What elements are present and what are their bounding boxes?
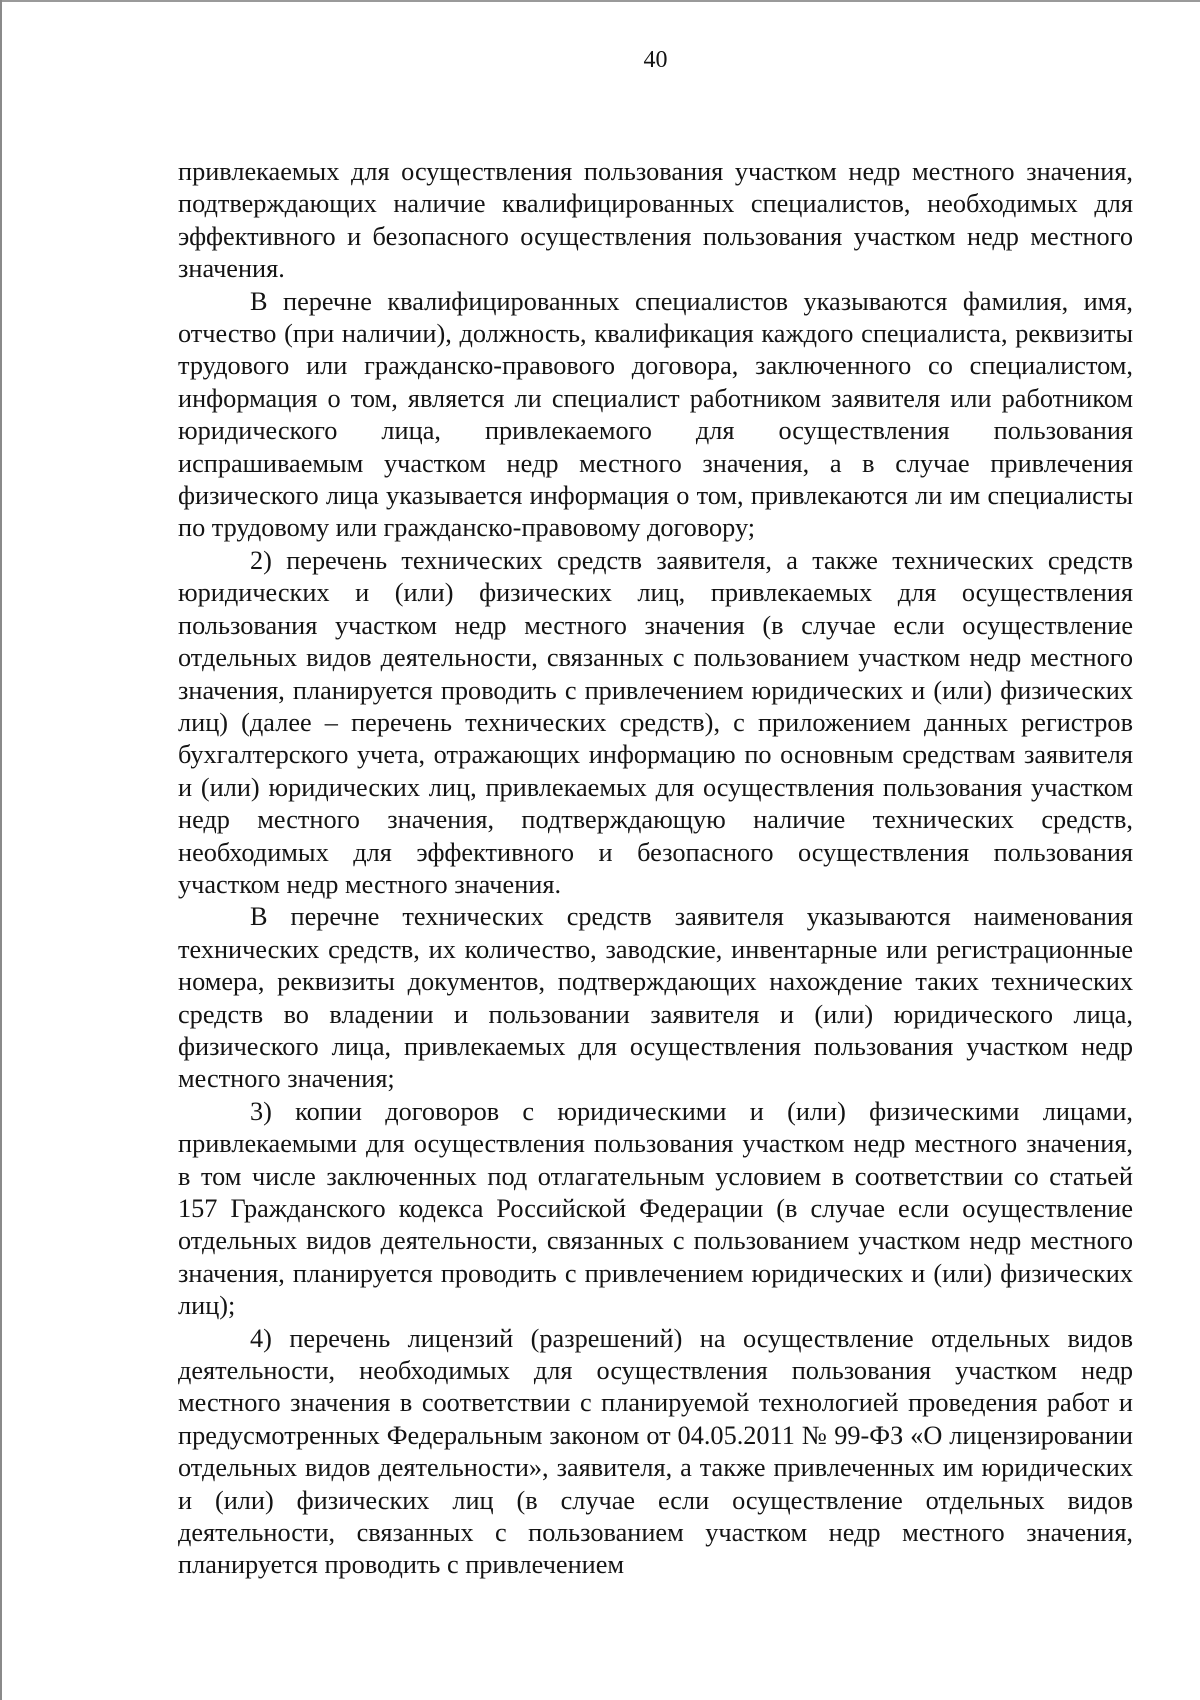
paragraph-continuation: привлекаемых для осуществления пользования участком недр местного значения, подтверждающих наличие квалифицированных специалистов, необходимых для эффективного и безопасного осуществления пользования участком недр местного значения. bbox=[178, 157, 1133, 284]
paragraph-item-4: 4) перечень лицензий (разрешений) на осуществление отдельных видов деятельности, необходимых для осуществления пользования участком недр местного значения в соответствии с планируемой технологией проведения работ и предусмотренных Федеральным законом от 04.05.2011 № 99-ФЗ «О лицензировании отдельных видов деятельности», заявителя, а также привлеченных им юридических и (или) физических лиц (в случае если осуществление отдельных видов деятельности, связанных с пользованием участком недр местного значения, планируется проводить с привлечением bbox=[178, 1323, 1133, 1580]
paragraph-technical-means-list: В перечне технических средств заявителя указываются наименования технических средств, их количество, заводские, инвентарные или регистрационные номера, реквизиты документов, подтверждающих нахождение таких технических средств во владении и пользовании заявителя и (или) юридического лица, физического лица, привлекаемых для осуществления пользования участком недр местного значения; bbox=[178, 902, 1133, 1094]
document-page bbox=[178, 40, 1133, 1582]
scan-edge-left bbox=[0, 0, 2, 1700]
page-number: 40 bbox=[643, 47, 668, 73]
paragraph-item-3: 3) копии договоров с юридическими и (или) физическими лицами, привлекаемыми для осуществления пользования участком недр местного значения, в том числе заключенных под отлагательным условием в соответствии со статьей 157 Гражданского кодекса Российской Федерации (в случае если осуществление отдельных видов деятельности, связанных с пользованием участком недр местного значения, планируется проводить с привлечением юридических и (или) физических лиц); bbox=[178, 1096, 1133, 1321]
scan-edge-top bbox=[0, 0, 1200, 2]
paragraph-specialists-list: В перечне квалифицированных специалистов указываются фамилия, имя, отчество (при наличии), должность, квалификация каждого специалиста, реквизиты трудового или гражданско-правового договора, заключенного со специалистом, информация о том, является ли специалист работником заявителя или работником юридического лица, привлекаемого для осуществления пользования испрашиваемым участком недр местного значения, а в случае привлечения физического лица указывается информация о том, привлекаются ли им специалисты по трудовому или гражданско-правовому договору; bbox=[178, 286, 1133, 543]
paragraph-item-2: 2) перечень технических средств заявителя, а также технических средств юридических и (или) физических лиц, привлекаемых для осуществления пользования участком недр местного значения (в случае если осуществление отдельных видов деятельности, связанных с пользованием участком недр местного значения, планируется проводить с привлечением юридических и (или) физических лиц) (далее – перечень технических средств), с приложением данных регистров бухгалтерского учета, отражающих информацию по основным средствам заявителя и (или) юридических лиц, привлекаемых для осуществления пользования участком недр местного значения, подтверждающую наличие технических средств, необходимых для эффективного и безопасного осуществления пользования участком недр местного значения. bbox=[178, 545, 1133, 899]
